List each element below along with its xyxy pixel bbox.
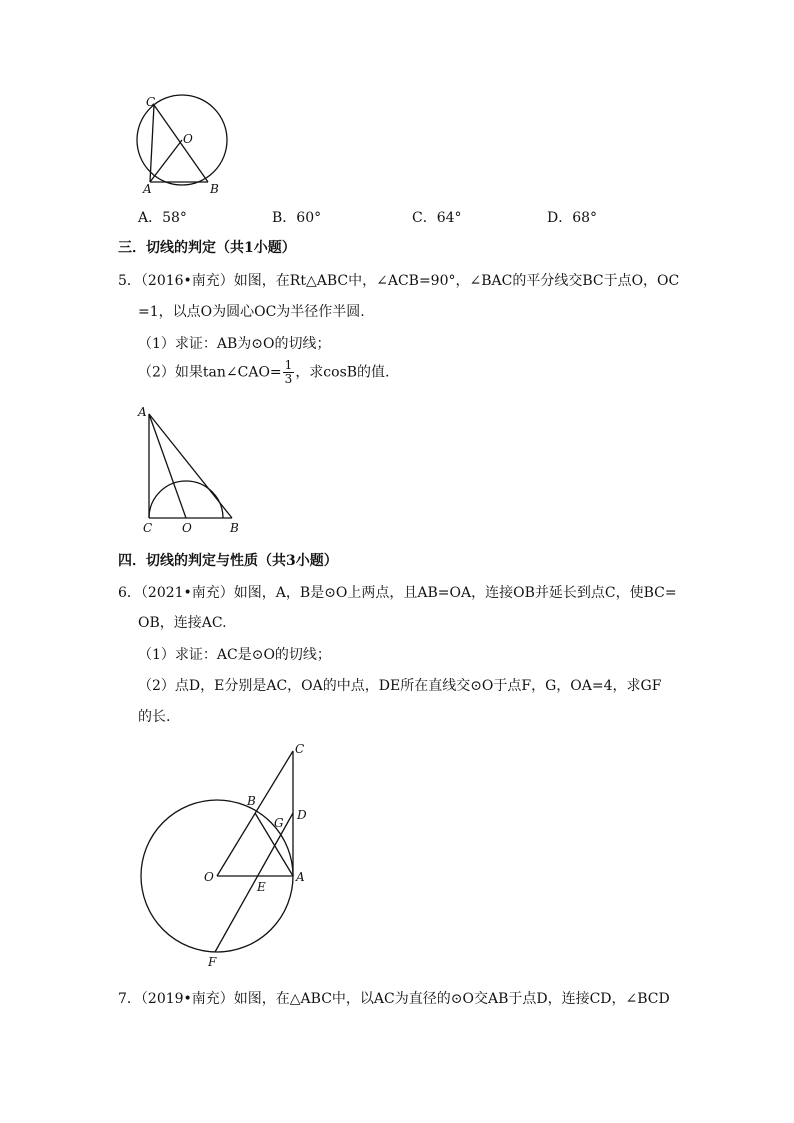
q4-option-d: D．68° [547, 210, 598, 226]
q4-option-a: A．58° [138, 210, 187, 226]
q5-part-2-after: ，求cosB的值. [295, 364, 390, 381]
q6-line-2: OB，连接AC. [138, 615, 227, 631]
q5-fraction [283, 359, 295, 386]
q6-label-o: O [204, 870, 214, 884]
q6-part-1: （1）求证：AC是⊙O的切线； [138, 647, 331, 663]
q5-semicircle [149, 481, 223, 518]
q5-figure [135, 400, 245, 540]
section-4-title: 四．切线的判定与性质（共3小题） [118, 553, 338, 569]
q6-label-d: D [297, 808, 307, 822]
q6-part-2-line-2: 的长. [138, 709, 171, 725]
q6-label-b: B [247, 794, 256, 808]
q7-line-1: 7．（2019•南充）如图，在△ABC中，以AC为直径的⊙O交AB于点D，连接CD，∠BCD [118, 991, 670, 1007]
q5-part-2-before: （2）如果tan∠CAO= [138, 364, 282, 381]
q5-label-b: B [230, 521, 239, 535]
q5-part-2 [138, 359, 390, 386]
q6-label-g: G [274, 816, 284, 830]
q6-figure [135, 735, 335, 975]
q5-part-1: （1）求证：AB为⊙O的切线； [138, 336, 331, 352]
q6-label-f: F [208, 955, 217, 969]
q5-segment-ao [149, 414, 186, 518]
q5-label-c: C [143, 521, 153, 535]
q5-line-2: =1，以点O为圆心OC为半径作半圆. [138, 304, 365, 320]
q4-label-o: O [183, 132, 193, 146]
q6-line-1: 6．（2021•南充）如图，A，B是⊙O上两点，且AB=OA，连接OB并延长到点C，使BC= [118, 585, 677, 601]
q5-label-a: A [138, 405, 147, 419]
section-3-title: 三．切线的判定（共1小题） [118, 240, 296, 256]
q4-segment-oa [150, 140, 182, 182]
q5-label-o: O [182, 521, 192, 535]
q6-label-c: C [295, 742, 305, 756]
q5-line-1: 5．（2016•南充）如图，在Rt△ABC中，∠ACB=90°，∠BAC的平分线交BC于点O，OC [118, 273, 680, 289]
q6-line-df [215, 813, 293, 952]
q6-part-2-line-1: （2）点D，E分别是AC，OA的中点，DE所在直线交⊙O于点F，G，OA=4，求GF [138, 678, 662, 694]
q6-label-a: A [296, 870, 305, 884]
q4-option-c: C．64° [412, 210, 462, 226]
q6-label-e: E [257, 880, 266, 894]
q4-segment-ca [150, 105, 154, 182]
q5-fraction-denominator: 3 [284, 372, 293, 386]
q4-label-a: A [143, 182, 152, 196]
q4-label-b: B [210, 182, 219, 196]
q4-label-c: C [146, 95, 156, 109]
q5-fraction-numerator: 1 [284, 358, 293, 372]
q4-segment-cb [154, 105, 208, 182]
q4-figure [130, 92, 240, 200]
q4-option-b: B．60° [272, 210, 322, 226]
